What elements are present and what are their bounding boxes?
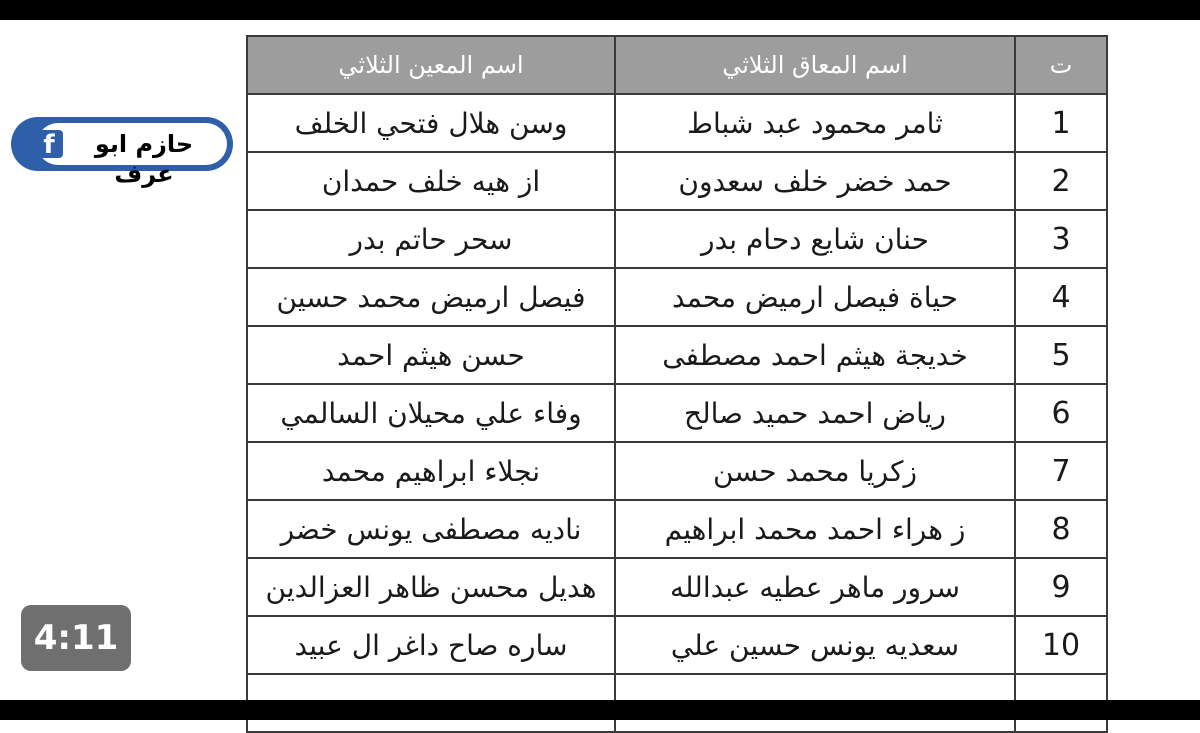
disabled-name-cell: سرور ماهر عطيه عبدالله xyxy=(615,558,1015,616)
row-number-cell: 7 xyxy=(1015,442,1107,500)
disabled-name-cell: ثامر محمود عبد شباط xyxy=(615,94,1015,152)
disabled-name-cell: سعديه يونس حسين علي xyxy=(615,616,1015,674)
table-row xyxy=(247,210,1107,268)
helper-name-cell: نجلاء ابراهيم محمد xyxy=(247,442,615,500)
row-number-cell: 2 xyxy=(1015,152,1107,210)
disabled-name-cell: خديجة هيثم احمد مصطفى xyxy=(615,326,1015,384)
row-number-cell: 3 xyxy=(1015,210,1107,268)
disabled-name-cell: حنان شايع دحام بدر xyxy=(615,210,1015,268)
badge-inner xyxy=(37,123,227,188)
row-number-cell: 6 xyxy=(1015,384,1107,442)
video-timestamp: 4:11 xyxy=(21,605,131,671)
row-number-cell: 4 xyxy=(1015,268,1107,326)
table-header-row xyxy=(247,36,1107,94)
helper-name-cell: ناديه مصطفى يونس خضر xyxy=(247,500,615,558)
table-row xyxy=(247,268,1107,326)
badge-author-name: حازم ابو عرف xyxy=(94,130,194,188)
facebook-watermark-badge xyxy=(11,117,233,188)
table-row xyxy=(247,384,1107,442)
table-row xyxy=(247,94,1107,152)
header-helper-name: اسم المعين الثلاثي xyxy=(247,36,615,94)
helper-name-cell: از هيه خلف حمدان xyxy=(247,152,615,210)
helper-name-cell: سحر حاتم بدر xyxy=(247,210,615,268)
row-number-cell: 10 xyxy=(1015,616,1107,674)
helper-name-cell: ساره صاح داغر ال عبيد xyxy=(247,616,615,674)
header-number: ت xyxy=(1015,36,1107,94)
helper-name-cell: حسن هيثم احمد xyxy=(247,326,615,384)
facebook-icon: f xyxy=(35,130,63,158)
row-number-cell: 5 xyxy=(1015,326,1107,384)
helper-name-cell: وسن هلال فتحي الخلف xyxy=(247,94,615,152)
table-row xyxy=(247,442,1107,500)
table-row xyxy=(247,616,1107,674)
disabled-name-cell: حمد خضر خلف سعدون xyxy=(615,152,1015,210)
row-number-cell: 1 xyxy=(1015,94,1107,152)
helper-name-cell: وفاء علي محيلان السالمي xyxy=(247,384,615,442)
header-disabled-name: اسم المعاق الثلاثي xyxy=(615,36,1015,94)
row-number-cell: 8 xyxy=(1015,500,1107,558)
disabled-name-cell: ز هراء احمد محمد ابراهيم xyxy=(615,500,1015,558)
disabled-name-cell: زكريا محمد حسن xyxy=(615,442,1015,500)
table-row xyxy=(247,152,1107,210)
top-letterbox-bar xyxy=(0,0,1200,20)
row-number-cell: 9 xyxy=(1015,558,1107,616)
bottom-letterbox-bar xyxy=(0,700,1200,720)
table-row xyxy=(247,326,1107,384)
names-table xyxy=(246,35,1108,733)
helper-name-cell: فيصل ارميض محمد حسين xyxy=(247,268,615,326)
disabled-name-cell: رياض احمد حميد صالح xyxy=(615,384,1015,442)
table-row xyxy=(247,558,1107,616)
disabled-name-cell: حياة فيصل ارميض محمد xyxy=(615,268,1015,326)
table-row xyxy=(247,500,1107,558)
helper-name-cell: هديل محسن ظاهر العزالدين xyxy=(247,558,615,616)
